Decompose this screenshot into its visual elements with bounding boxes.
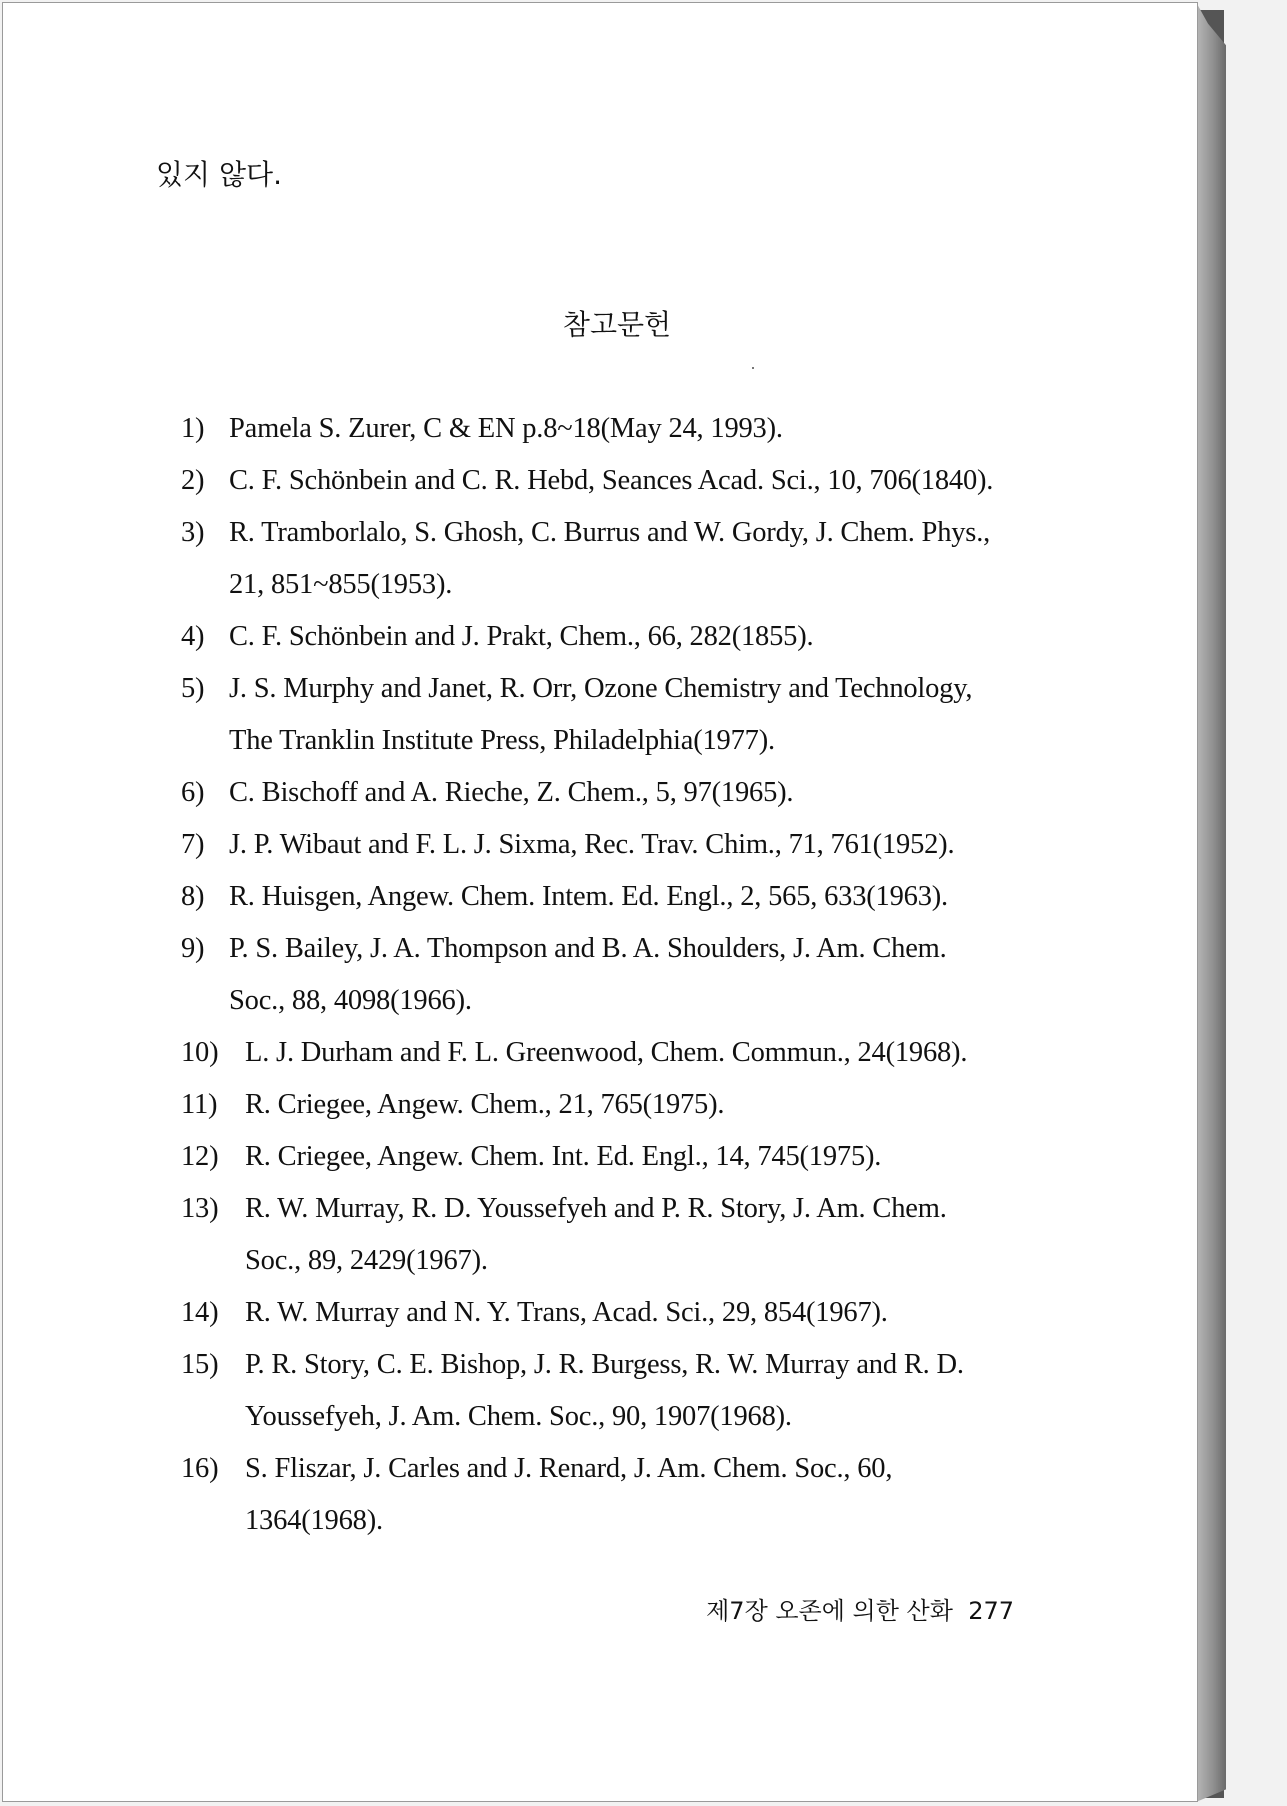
reference-number: 14): [181, 1297, 219, 1328]
reference-item: [181, 1079, 1061, 1131]
reference-number: 13): [181, 1193, 219, 1224]
reference-number: 8): [181, 881, 205, 912]
reference-text-continued: Soc., 88, 4098(1966).: [229, 985, 472, 1016]
reference-item: [181, 663, 1061, 767]
reference-text: P. R. Story, C. E. Bishop, J. R. Burgess, R. W. Murray and R. D.: [245, 1349, 964, 1380]
reference-text: L. J. Durham and F. L. Greenwood, Chem. Commun., 24(1968).: [245, 1037, 968, 1068]
reference-number: 3): [181, 517, 205, 548]
references-heading: 참고문헌: [562, 308, 672, 341]
reference-text: C. Bischoff and A. Rieche, Z. Chem., 5, 97(1965).: [229, 777, 794, 808]
reference-item: [181, 1027, 1061, 1079]
reference-number: 1): [181, 413, 205, 444]
reference-text-continued: Soc., 89, 2429(1967).: [245, 1245, 488, 1276]
reference-number: 10): [181, 1037, 219, 1068]
reference-number: 5): [181, 673, 205, 704]
reference-number: 16): [181, 1453, 219, 1484]
reference-item: [181, 1443, 1061, 1547]
reference-item: [181, 923, 1061, 1027]
reference-item: [181, 507, 1061, 611]
reference-item: [181, 1339, 1061, 1443]
reference-list: [181, 403, 1061, 1547]
document-page: [2, 2, 1198, 1802]
reference-text-continued: Youssefyeh, J. Am. Chem. Soc., 90, 1907(1968).: [245, 1401, 792, 1432]
reference-item: [181, 455, 1061, 507]
reference-number: 11): [181, 1089, 218, 1120]
page-number: 277: [968, 1597, 1014, 1625]
reference-text: R. W. Murray and N. Y. Trans, Acad. Sci., 29, 854(1967).: [245, 1297, 888, 1328]
reference-number: 7): [181, 829, 205, 860]
reference-text: R. Huisgen, Angew. Chem. Intem. Ed. Engl., 2, 565, 633(1963).: [229, 881, 948, 912]
reference-number: 15): [181, 1349, 219, 1380]
reference-item: [181, 871, 1061, 923]
reference-number: 6): [181, 777, 205, 808]
reference-text: R. W. Murray, R. D. Youssefyeh and P. R. Story, J. Am. Chem.: [245, 1193, 947, 1224]
reference-text: P. S. Bailey, J. A. Thompson and B. A. Shoulders, J. Am. Chem.: [229, 933, 947, 964]
reference-number: 2): [181, 465, 205, 496]
reference-item: [181, 1287, 1061, 1339]
intro-text: 있지 않다.: [156, 158, 282, 191]
reference-text: C. F. Schönbein and J. Prakt, Chem., 66, 282(1855).: [229, 621, 814, 652]
reference-text-continued: 1364(1968).: [245, 1505, 383, 1536]
reference-text: R. Criegee, Angew. Chem., 21, 765(1975).: [245, 1089, 725, 1120]
reference-text-continued: The Tranklin Institute Press, Philadelphia(1977).: [229, 725, 775, 756]
reference-item: [181, 819, 1061, 871]
reference-item: [181, 1131, 1061, 1183]
page-footer: [706, 1591, 1014, 1626]
reference-item: [181, 767, 1061, 819]
reference-text: R. Criegee, Angew. Chem. Int. Ed. Engl., 14, 745(1975).: [245, 1141, 882, 1172]
reference-item: [181, 1183, 1061, 1287]
reference-text: S. Fliszar, J. Carles and J. Renard, J. Am. Chem. Soc., 60,: [245, 1453, 893, 1484]
reference-item: [181, 611, 1061, 663]
reference-text: R. Tramborlalo, S. Ghosh, C. Burrus and W. Gordy, J. Chem. Phys.,: [229, 517, 991, 548]
scan-speck: [752, 367, 754, 369]
reference-item: [181, 403, 1061, 455]
chapter-title: 제7장 오존에 의한 산화: [706, 1597, 953, 1625]
reference-number: 4): [181, 621, 205, 652]
reference-text: C. F. Schönbein and C. R. Hebd, Seances Acad. Sci., 10, 706(1840).: [229, 465, 994, 496]
reference-text: J. S. Murphy and Janet, R. Orr, Ozone Chemistry and Technology,: [229, 673, 973, 704]
reference-text: Pamela S. Zurer, C & EN p.8~18(May 24, 1993).: [229, 413, 783, 444]
reference-number: 12): [181, 1141, 219, 1172]
reference-number: 9): [181, 933, 205, 964]
page-edge: [1196, 2, 1226, 1802]
reference-text-continued: 21, 851~855(1953).: [229, 569, 453, 600]
reference-text: J. P. Wibaut and F. L. J. Sixma, Rec. Trav. Chim., 71, 761(1952).: [229, 829, 955, 860]
